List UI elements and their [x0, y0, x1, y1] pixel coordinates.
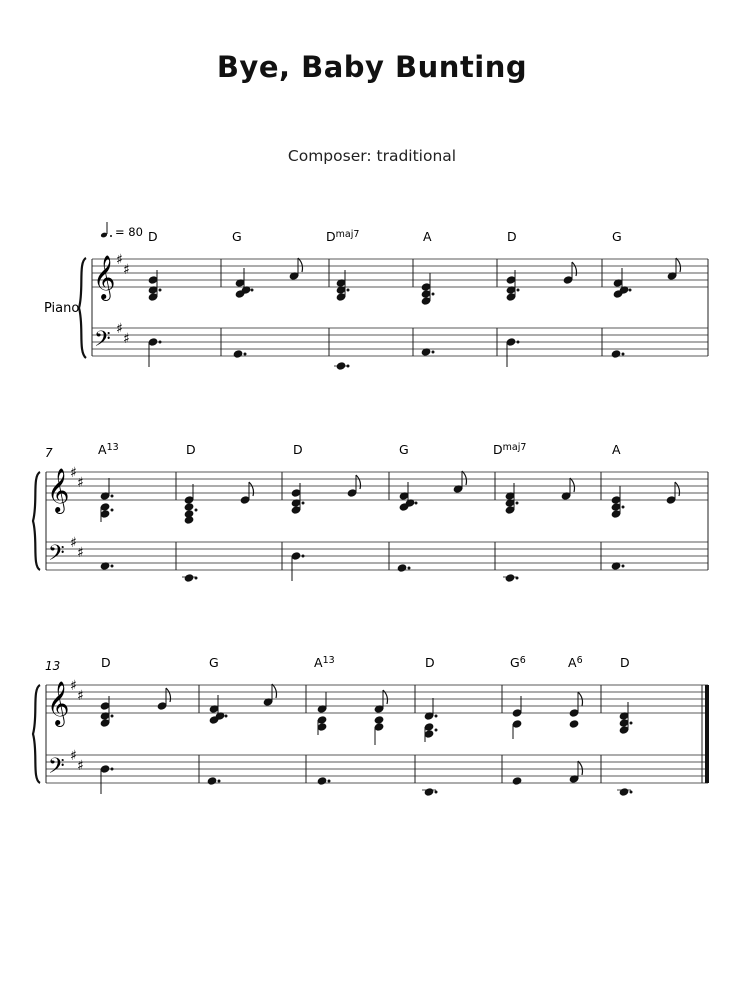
- system-1: [44, 229, 708, 370]
- svg-text:Dmaj7: $D^{maj7}$: [493, 442, 527, 457]
- brace-icon: [33, 685, 40, 783]
- svg-text:D: D: [425, 655, 435, 670]
- system-3: [33, 655, 709, 796]
- treble-staff: [46, 472, 708, 500]
- svg-text:A13: $A^{13}$: [98, 442, 119, 457]
- instrument-label: Piano: [44, 301, 80, 316]
- score-title: Bye, Baby Bunting: [216, 50, 528, 84]
- svg-text:♯: ♯: [70, 678, 77, 694]
- notes: [148, 258, 680, 370]
- svg-text:G: G: [399, 442, 409, 457]
- treble-clef-icon: 𝄞: [93, 255, 116, 299]
- svg-text:♯: ♯: [77, 688, 84, 704]
- svg-text:♯: ♯: [70, 465, 77, 481]
- svg-text:♯: ♯: [77, 545, 84, 561]
- composer-credit: Composer: traditional: [287, 147, 457, 165]
- system-2: [33, 442, 708, 582]
- svg-text:A: A: [423, 229, 432, 244]
- notes: [100, 684, 632, 796]
- svg-text:G: G: [612, 229, 622, 244]
- measure-number: 13: [45, 659, 61, 673]
- key-signature: [70, 678, 84, 774]
- chord-symbols: [98, 442, 621, 457]
- svg-text:D: D: [101, 655, 111, 670]
- svg-text:D: D: [186, 442, 196, 457]
- tempo-bpm: = 80: [115, 225, 143, 239]
- svg-text:A13: $A^{13}$: [314, 655, 335, 670]
- svg-text:Dmaj7: $D^{maj7}$: [326, 229, 360, 244]
- svg-text:G: G: [209, 655, 219, 670]
- final-barline: [705, 685, 709, 783]
- barlines: [92, 259, 708, 356]
- svg-text:G: G: [232, 229, 242, 244]
- svg-text:D: D: [148, 229, 158, 244]
- barlines: [46, 472, 708, 570]
- svg-text:G6: $G^6$: [510, 655, 526, 670]
- svg-text:♯: ♯: [123, 331, 130, 347]
- bass-clef-icon: 𝄢: [94, 327, 111, 357]
- treble-clef-icon: 𝄞: [47, 468, 70, 512]
- svg-text:D: D: [620, 655, 630, 670]
- svg-text:♯: ♯: [70, 748, 77, 764]
- key-signature: [116, 252, 130, 347]
- svg-text:D: D: [293, 442, 303, 457]
- svg-text:♯: ♯: [70, 535, 77, 551]
- bass-staff: [46, 542, 708, 570]
- treble-clef-icon: 𝄞: [47, 681, 70, 725]
- svg-text:A6: $A^6$: [568, 655, 583, 670]
- key-signature: [70, 465, 84, 561]
- svg-text:♯: ♯: [77, 758, 84, 774]
- barlines: [46, 685, 702, 783]
- tempo-marking: [100, 222, 143, 239]
- svg-text:♯: ♯: [116, 252, 123, 268]
- chord-symbols: [148, 229, 622, 244]
- chord-symbols: [101, 655, 630, 670]
- svg-text:♯: ♯: [116, 321, 123, 337]
- svg-text:A: A: [612, 442, 621, 457]
- brace-icon: [33, 472, 40, 570]
- bass-staff: [46, 755, 708, 783]
- bass-clef-icon: 𝄢: [48, 541, 65, 571]
- svg-text:D: D: [507, 229, 517, 244]
- notes: [100, 471, 679, 582]
- svg-text:♯: ♯: [77, 475, 84, 491]
- measure-number: 7: [45, 446, 53, 460]
- brace-icon: [79, 258, 86, 358]
- svg-text:♯: ♯: [123, 262, 130, 278]
- bass-clef-icon: 𝄢: [48, 754, 65, 784]
